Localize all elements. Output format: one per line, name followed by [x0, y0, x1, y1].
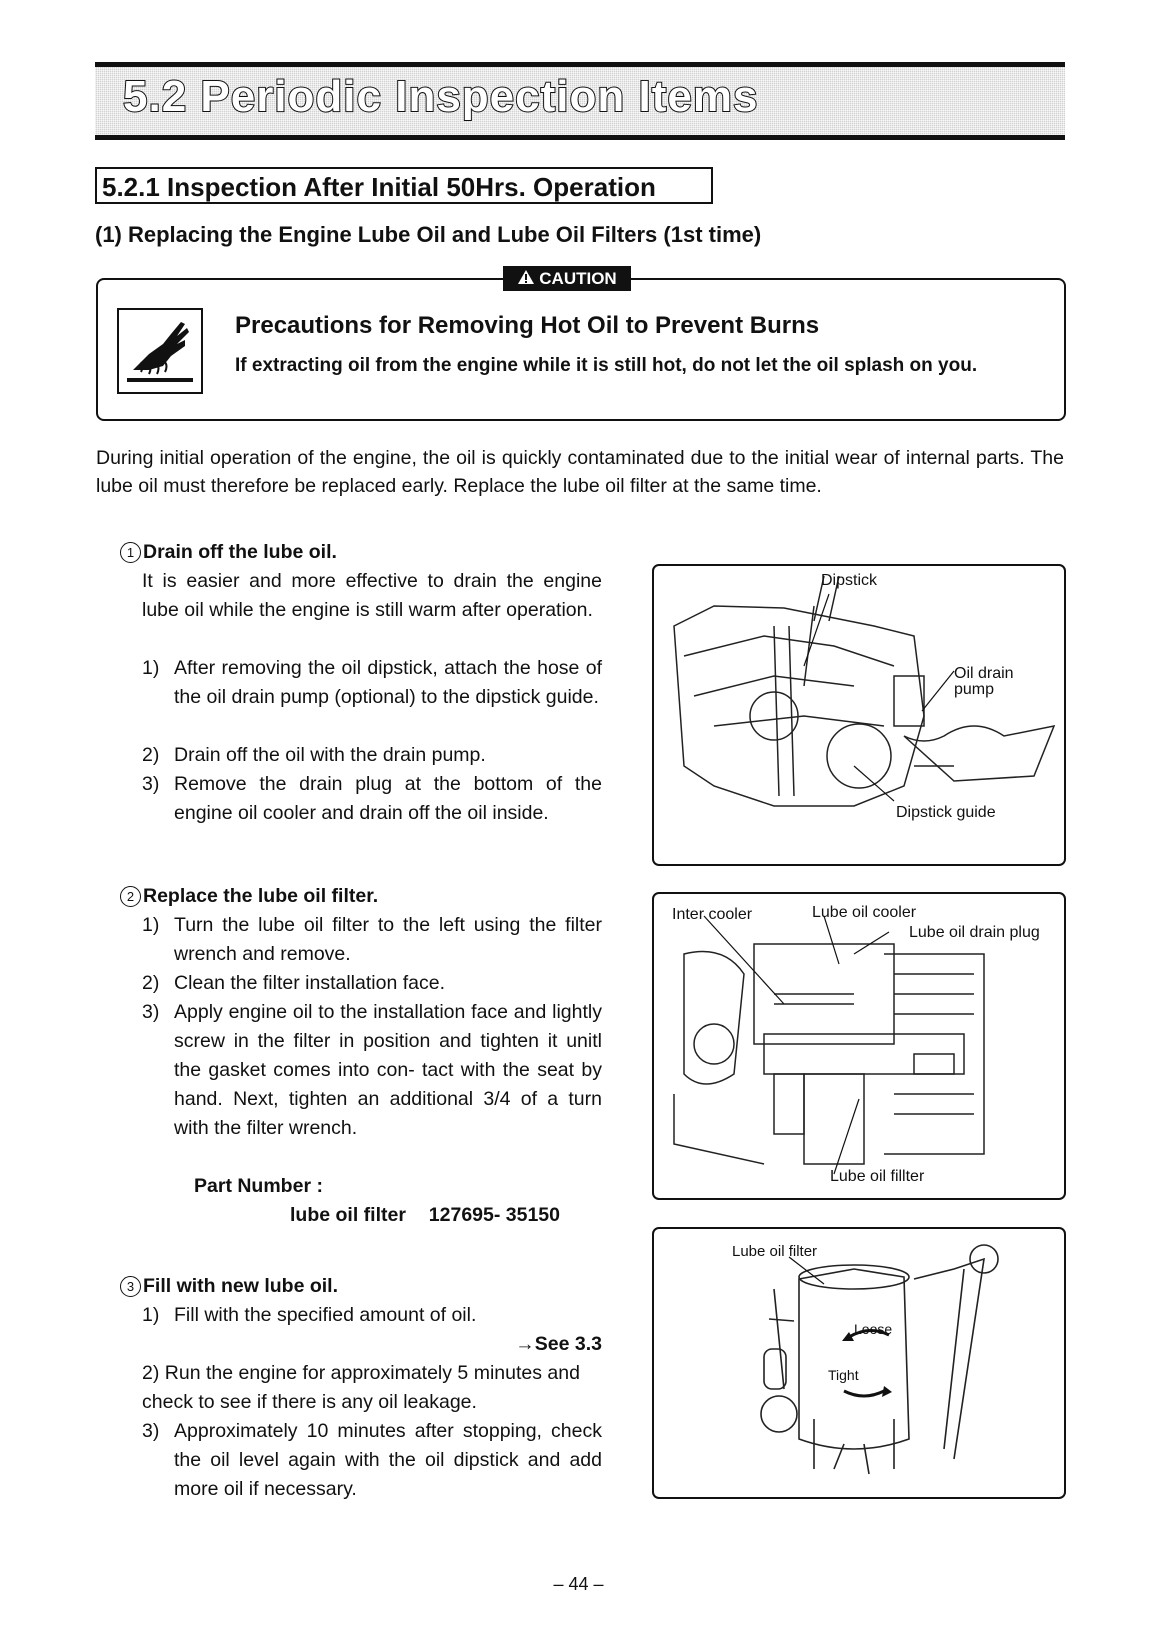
label-lube-oil-cooler: Lube oil cooler	[812, 904, 917, 921]
label-lube-oil-filter: Lube oil fillter	[830, 1168, 925, 1185]
section-title-banner	[95, 62, 1065, 140]
step-marker: 1	[120, 542, 141, 563]
step-replace-filter: 2 Replace the lube oil filter. 1) Turn the lube oil filter to the left using the filter wrench and remove. 2) Clean the filter installation face. 3) Apply engine oil to the installation face and lightly screw in the filter in position and tighten it unitl the gasket comes into con- tact with the seat by hand. Next, tighten an additional 3/4 of a turn with the filter wrench. Part Number : lube oil filter 127695- 35150	[120, 882, 602, 1242]
step-fill-oil: 3 Fill with new lube oil. 1) Fill with the specified amount of oil. →See 3.3 2) Run the engine for approximately 5 minutes and check to see if there is any oil leakage. 3) Approximately 10 minutes after stopping, check the oil level again with the oil dipstick and add more oil if necessary.	[120, 1272, 602, 1532]
caution-box	[96, 278, 1066, 421]
subsection-title-box	[95, 167, 713, 204]
intro-paragraph: During initial operation of the engine, the oil is quickly contaminated due to the initial wear of internal parts. The lube oil must therefore be replaced early. Replace the lube oil filter at the same time.	[96, 447, 1064, 497]
label-lube-oil-drain-plug: Lube oil drain plug	[909, 924, 1040, 941]
part-number-row	[290, 1201, 560, 1230]
step-title: Drain off the lube oil.	[143, 541, 337, 563]
list-item: 2) Run the engine for approximately 5 minutes and check to see if there is any oil leakage.	[142, 1362, 580, 1413]
filter-wrench-illustration	[654, 1229, 1064, 1497]
label-tight: Tight	[828, 1367, 859, 1383]
engine-drain-illustration	[654, 566, 1064, 864]
caution-text: If extracting oil from the engine while it is still hot, do not let the oil splash on you.	[235, 355, 978, 376]
procedure-heading: (1) Replacing the Engine Lube Oil and Lube Oil Filters (1st time)	[95, 222, 762, 247]
figure-oil-cooler-filter	[652, 892, 1066, 1200]
step-marker: 2	[120, 886, 141, 907]
part-code: 127695- 35150	[428, 1204, 560, 1226]
caution-label: CAUTION	[503, 266, 631, 291]
step-marker: 3	[120, 1276, 141, 1297]
part-number-label: Part Number :	[194, 1175, 323, 1197]
caution-title: Precautions for Removing Hot Oil to Prevent Burns	[235, 312, 820, 339]
step-drain-oil: 1 Drain off the lube oil. It is easier and more effective to drain the engine lube oil while the engine is still warm after operation. 1) After removing the oil dipstick, attach the hose of the oil drain pump (optional) to the dipstick guide. 2) Drain off the oil with the drain pump. 3) Remove the drain plug at the bottom of the engine oil cooler and drain off the oil inside.	[120, 538, 602, 848]
section-title: 5.2 Periodic Inspection Items	[123, 72, 759, 121]
label-dipstick: Dipstick	[821, 572, 878, 589]
step-title: Fill with new lube oil.	[143, 1275, 338, 1297]
see-reference-link[interactable]: →See 3.3	[515, 1333, 602, 1355]
label-loose: Loose	[854, 1321, 893, 1337]
label-lube-oil-filter: Lube oil filter	[732, 1243, 818, 1260]
step-title: Replace the lube oil filter.	[143, 885, 379, 907]
label-oil-drain-pump: Oil drain pump	[954, 665, 1014, 698]
label-inter-cooler: Inter cooler	[672, 906, 753, 923]
part-name: lube oil filter	[290, 1204, 406, 1226]
figure-oil-drain-pump	[652, 564, 1066, 866]
step-paragraph: It is easier and more effective to drain the engine lube oil while the engine is still warm after operation.	[142, 570, 602, 621]
label-dipstick-guide: Dipstick guide	[896, 804, 996, 821]
subsection-title: 5.2.1 Inspection After Initial 50Hrs. Operation	[102, 172, 656, 202]
figure-filter-wrench	[652, 1227, 1066, 1499]
hot-surface-hand-icon	[117, 308, 203, 394]
page-number: – 44 –	[553, 1574, 604, 1594]
warning-triangle-icon	[517, 267, 535, 292]
